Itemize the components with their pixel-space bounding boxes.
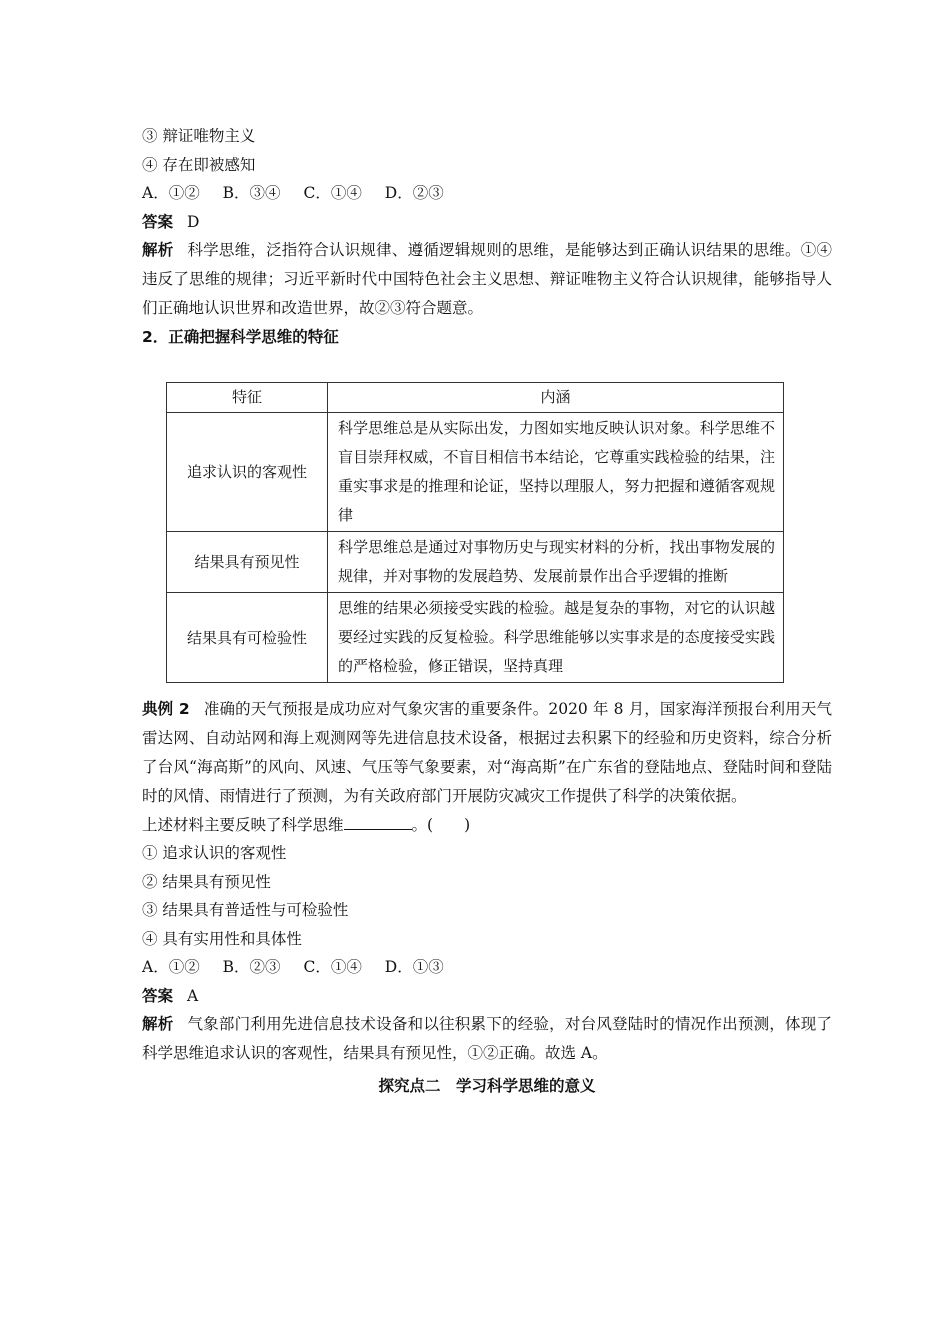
q1-choice-c: C．①④ [303, 184, 362, 202]
example2-question-prefix: 上述材料主要反映了科学思维 [142, 815, 344, 834]
table-header-row [167, 382, 784, 412]
q1-choice-d: D．②③ [384, 184, 444, 202]
example2-answer-label: 答案 [142, 986, 174, 1005]
table-cell-meaning: 科学思维总是从实际出发，力图如实地反映认识对象。科学思维不盲目崇拜权威，不盲目相信书本结论，它尊重实践检验的结果，注重实事求是的推理和论证，坚持以理服人，努力把握和遵循客观规律 [328, 412, 784, 531]
table-row [167, 592, 784, 682]
example2-choices [142, 953, 832, 982]
table-row [167, 531, 784, 592]
table-header-feature: 特征 [167, 382, 328, 412]
example2-answer-value: A [187, 986, 199, 1005]
answer-blank [344, 814, 412, 830]
example2-choice-a: A．①② [142, 958, 200, 976]
table-cell-meaning: 思维的结果必须接受实践的检验。越是复杂的事物，对它的认识越要经过实践的反复检验。科学思维能够以实事求是的态度接受实践的严格检验，修正错误，坚持真理 [328, 592, 784, 682]
example2-analysis-label: 解析 [142, 1015, 174, 1033]
q1-option-4: ④ 存在即被感知 [142, 155, 256, 174]
table-row [167, 412, 784, 531]
q1-answer [142, 208, 832, 237]
features-table [166, 382, 784, 683]
example2-question-suffix: 。( ) [411, 815, 471, 834]
table-cell-feature: 结果具有预见性 [167, 531, 328, 592]
q1-answer-value: D [187, 212, 200, 231]
example2-label: 典例 2 [142, 699, 190, 718]
q1-option-3: ③ 辩证唯物主义 [142, 127, 256, 145]
q1-analysis-label: 解析 [142, 241, 174, 259]
example2-option-4: ④ 具有实用性和具体性 [142, 929, 302, 948]
table-cell-feature: 结果具有可检验性 [167, 592, 328, 682]
example2-question [142, 811, 832, 840]
section2-heading: 2．正确把握科学思维的特征 [142, 328, 339, 346]
page-content [142, 122, 832, 1116]
example2-analysis [142, 1010, 832, 1068]
example2-option-3: ③ 结果具有普适性与可检验性 [142, 901, 349, 919]
example2-body: 准确的天气预报是成功应对气象灾害的重要条件。2020 年 8 月，国家海洋预报台利用天气雷达网、自动站网和海上观测网等先进信息技术设备，根据过去积累下的经验和历史资料，综合分析了台风“海高斯”的风向、风速、气压等气象要素，对“海高斯”在广东省的登陆地点、登陆时间和登陆时的风情、雨情进行了预测，为有关政府部门开展防灾减灾工作提供了科学的决策依据。 [142, 699, 833, 805]
example2-answer [142, 982, 832, 1011]
section-title: 探究点二 学习科学思维的意义 [378, 1077, 596, 1095]
q1-choices [142, 179, 832, 208]
table-cell-feature: 追求认识的客观性 [167, 412, 328, 531]
example2-choice-c: C．①④ [303, 958, 362, 976]
example2-text [142, 695, 832, 811]
q1-choice-b: B．③④ [222, 184, 281, 202]
example2-choice-b: B．②③ [222, 958, 281, 976]
table-cell-meaning: 科学思维总是通过对事物历史与现实材料的分析，找出事物发展的规律，并对事物的发展趋势、发展前景作出合乎逻辑的推断 [328, 531, 784, 592]
example2-analysis-text: 气象部门利用先进信息技术设备和以往积累下的经验，对台风登陆时的情况作出预测，体现了科学思维追求认识的客观性，结果具有预见性，①②正确。故选 A。 [142, 1015, 832, 1062]
q1-answer-label: 答案 [142, 212, 174, 231]
example2-option-1: ① 追求认识的客观性 [142, 844, 287, 862]
example2-choice-d: D．①③ [384, 958, 444, 976]
q1-choice-a: A．①② [142, 184, 200, 202]
q1-analysis-text: 科学思维，泛指符合认识规律、遵循逻辑规则的思维，是能够达到正确认识结果的思维。①④违反了思维的规律；习近平新时代中国特色社会主义思想、辩证唯物主义符合认识规律，能够指导人们正确地认识世界和改造世界，故②③符合题意。 [142, 241, 832, 317]
q1-analysis [142, 236, 832, 323]
example2-option-2: ② 结果具有预见性 [142, 872, 271, 891]
table-header-meaning: 内涵 [328, 382, 784, 412]
